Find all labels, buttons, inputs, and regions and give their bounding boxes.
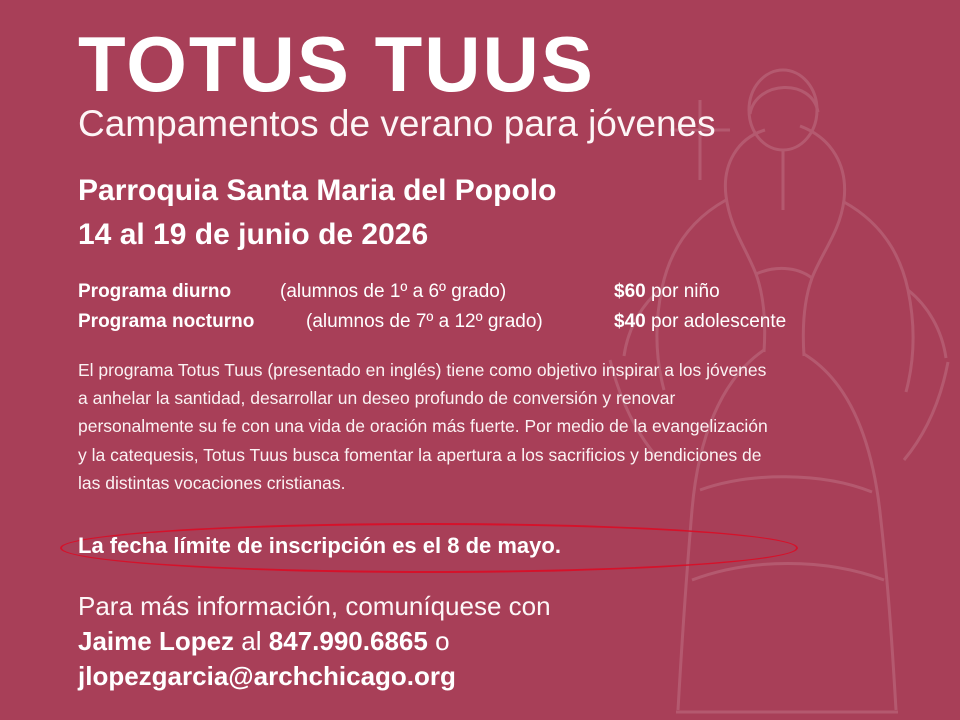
program-row xyxy=(78,277,920,307)
contact-or: o xyxy=(435,626,450,657)
registration-deadline: La fecha límite de inscripción es el 8 de mayo. xyxy=(78,533,561,559)
program-price-unit: por niño xyxy=(650,280,720,302)
program-description: El programa Totus Tuus (presentado en inglés) tiene como objetivo inspirar a los jóvenes a anhelar la santidad, desarrollar un deseo profundo de conversión y renovar personalmente su fe con una vida de oración más fuerte. Por medio de la evangelización y la catequesis, Totus Tuus busca fomentar la apertura a los sacrificios y bendiciones de las distintas vocaciones cristianas. xyxy=(78,359,768,494)
contact-email[interactable]: jlopezgarcia@archchicago.org xyxy=(78,660,456,691)
program-name: Programa diurno xyxy=(78,280,232,302)
contact-connector: al xyxy=(241,626,262,657)
contact-phone[interactable]: 847.990.6865 xyxy=(268,626,428,657)
contact-line xyxy=(78,624,920,658)
program-grades: (alumnos de 7º a 12º grado) xyxy=(306,311,543,333)
program-price: $60 xyxy=(614,280,646,302)
page-title: TOTUS TUUS xyxy=(78,20,595,108)
more-info-lead: Para más información, comuníquese con xyxy=(78,591,551,622)
program-grades: (alumnos de 1º a 6º grado) xyxy=(280,280,507,302)
contact-name: Jaime Lopez xyxy=(78,626,235,657)
deadline-block xyxy=(78,523,788,575)
program-price: $40 xyxy=(614,311,646,333)
parish-name: Parroquia Santa Maria del Popolo xyxy=(78,174,557,208)
program-price-unit: por adolescente xyxy=(650,311,787,333)
page-subtitle: Campamentos de verano para jóvenes xyxy=(78,103,716,145)
program-row xyxy=(78,307,920,337)
event-dates: 14 al 19 de junio de 2026 xyxy=(78,218,429,252)
program-name: Programa nocturno xyxy=(78,311,255,333)
